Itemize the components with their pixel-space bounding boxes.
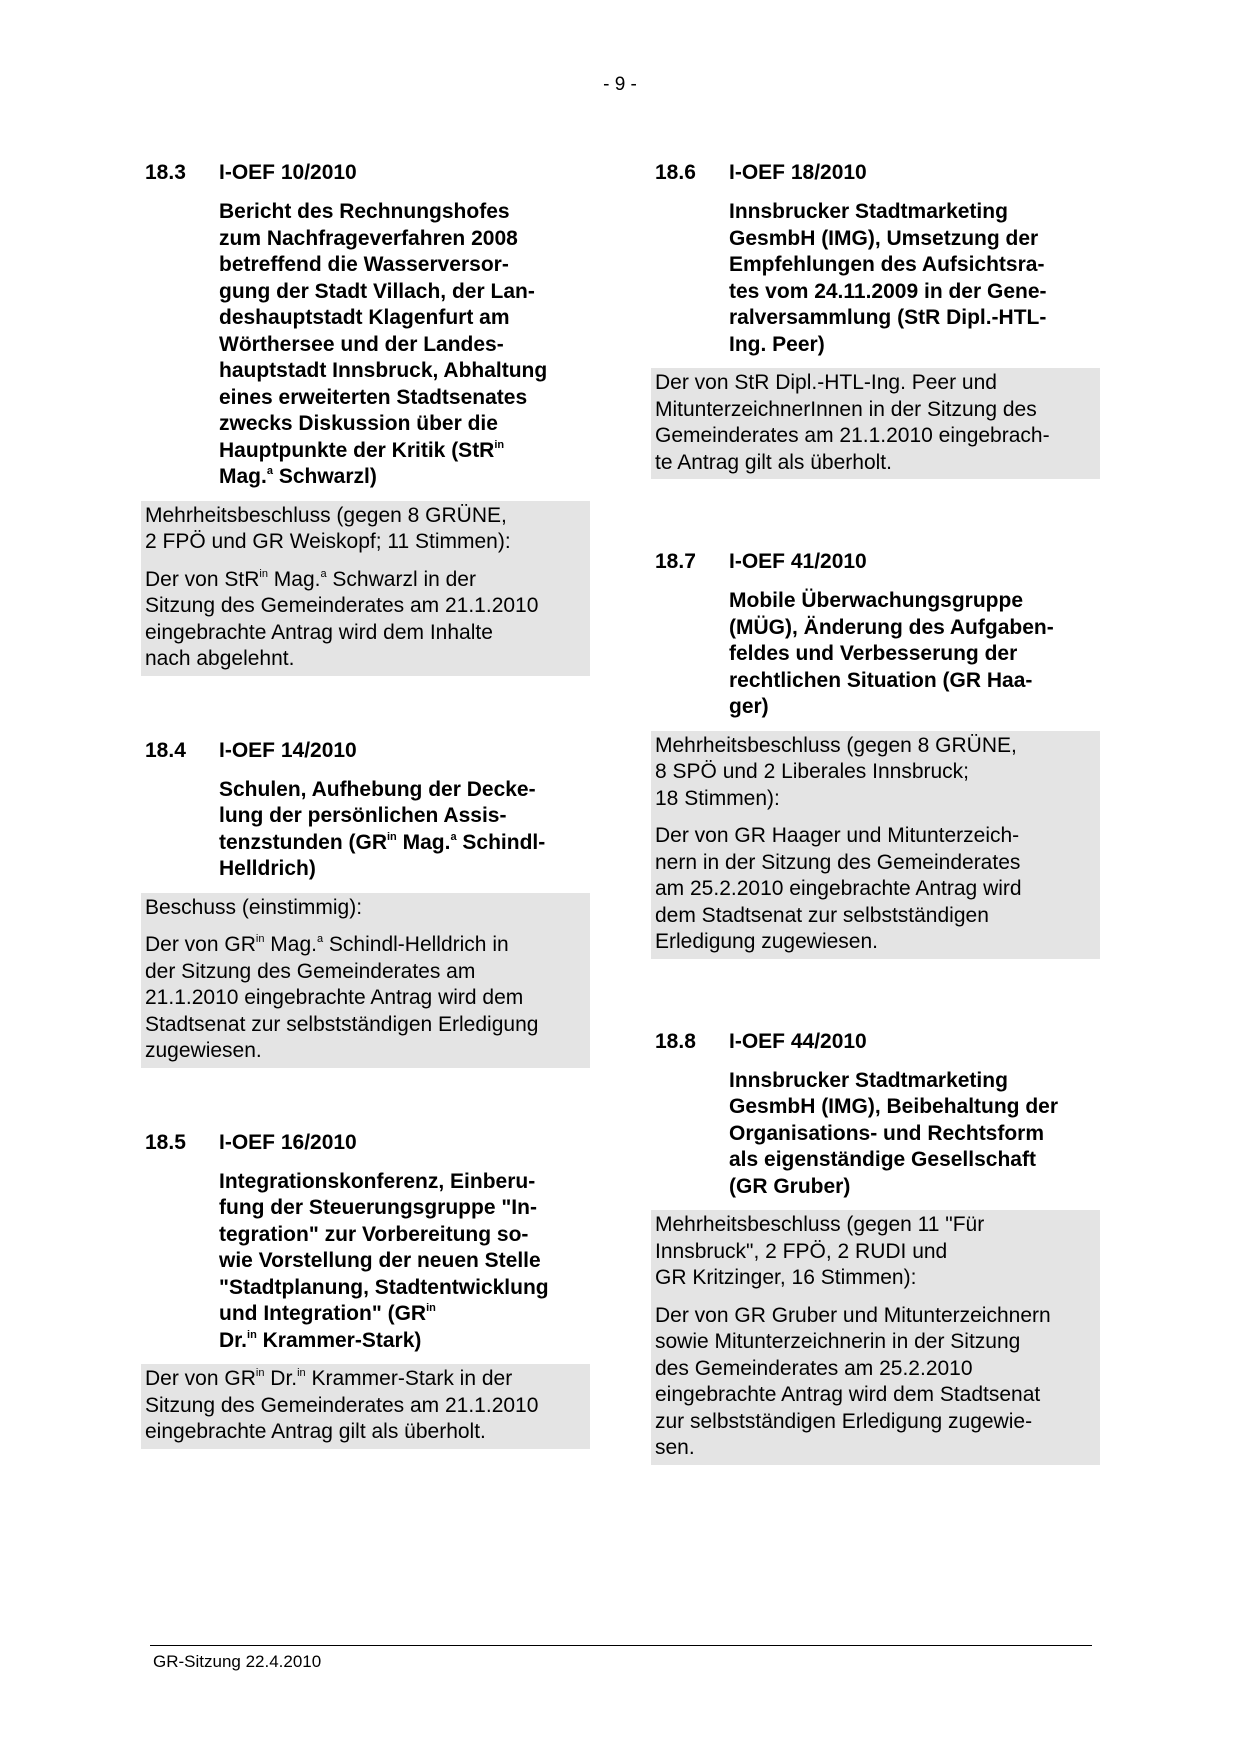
agenda-item-18-3 (145, 160, 590, 676)
resolution-text: Der von $GR^{in}$ Mag.$^a$ Schindl-Helldrich in der Sitzung des Gemeinderates am 21.1.2010 eingebrachte Antrag wird dem Stadtsenat zur selbstständigen Erledigung zugewiesen. (145, 933, 539, 1062)
resolution-box (141, 893, 590, 1068)
item-heading (145, 738, 590, 764)
item-title: Innsbrucker Stadtmarketing GesmbH (IMG), Umsetzung der Empfehlungen des Aufsichtsra- tes vom 24.11.2009 in der Gene- ralversammlung (StR Dipl.-HTL- Ing. Peer) (729, 200, 1047, 356)
resolution-box (141, 1364, 590, 1449)
resolution-box (651, 731, 1100, 959)
resolution-text: Der von StR$^{in}$ Mag.$^a$ Schwarzl in der Sitzung des Gemeinderates am 21.1.2010 eingebrachte Antrag wird dem Inhalte nach abgelehnt. (145, 567, 539, 670)
resolution-heading: Beschuss (einstimmig): (145, 895, 363, 919)
resolution-box (141, 501, 590, 676)
resolution-text: Der von $GR^{in}$ Dr.$^{in}$ Krammer-Stark in der Sitzung des Gemeinderates am 21.1.2010 eingebrachte Antrag gilt als überholt. (145, 1367, 539, 1443)
page-number: - 9 - (603, 74, 637, 95)
item-reference: I-OEF 18/2010 (729, 161, 867, 184)
agenda-item-18-5 (145, 1130, 590, 1449)
item-title: Schulen, Aufhebung der Decke- lung der persönlichen Assis- tenzstunden ($GR^{in}$ Mag.$^a$ Schindl- Helldrich) (219, 777, 546, 880)
right-column (655, 160, 1100, 1465)
item-heading (655, 549, 1100, 575)
resolution-box (651, 1210, 1100, 1465)
item-reference: I-OEF 41/2010 (729, 550, 867, 573)
item-heading (655, 160, 1100, 186)
item-reference: I-OEF 14/2010 (219, 738, 357, 762)
footer-divider (150, 1645, 1092, 1646)
item-number: 18.8 (655, 1029, 696, 1053)
item-number: 18.7 (655, 550, 696, 573)
resolution-heading: Mehrheitsbeschluss (gegen 8 GRÜNE, 2 FPÖ und GR Weiskopf; 11 Stimmen): (145, 503, 511, 553)
item-reference: I-OEF 16/2010 (219, 1130, 357, 1154)
agenda-item-18-4 (145, 738, 590, 1068)
item-title: Mobile Überwachungsgruppe (MÜG), Änderung des Aufgaben- feldes und Verbesserung der rechtlichen Situation (GR Haa- ger) (729, 589, 1054, 718)
item-reference: I-OEF 44/2010 (729, 1029, 867, 1053)
item-number: 18.5 (145, 1130, 186, 1154)
footer-text: GR-Sitzung 22.4.2010 (153, 1652, 322, 1671)
agenda-item-18-8 (655, 1029, 1100, 1465)
resolution-text: Der von GR Haager und Mitunterzeich- nern in der Sitzung des Gemeinderates am 25.2.2010 eingebrachte Antrag wird dem Stadtsenat zur selbstständigen Erledigung zugewiesen. (655, 824, 1022, 953)
agenda-item-18-6 (655, 160, 1100, 479)
resolution-box (651, 368, 1100, 479)
item-reference: I-OEF 10/2010 (219, 161, 357, 184)
item-title: Bericht des Rechnungshofes zum Nachfrageverfahren 2008 betreffend die Wasserversor- gung der Stadt Villach, der Lan- deshauptstadt Klagenfurt am Wörthersee und der Landes- hauptstadt Innsbruck, Abhaltung eines erweiterten Stadtsenates zwecks Diskussion über die Hauptpunkte der Kritik (StR$^{in}$ Mag.$^a$ Schwarzl) (219, 200, 548, 488)
resolution-text: Der von GR Gruber und Mitunterzeichnern sowie Mitunterzeichnerin in der Sitzung des Gemeinderates am 25.2.2010 eingebrachte Antrag wird dem Stadtsenat zur selbstständigen Erledigung zugewie- sen. (655, 1303, 1051, 1459)
item-heading (145, 160, 590, 186)
item-title: Innsbrucker Stadtmarketing GesmbH (IMG), Beibehaltung der Organisations- und Rechtsform als eigenständige Gesellschaft (GR Gruber) (729, 1068, 1059, 1198)
agenda-item-18-7 (655, 549, 1100, 959)
item-title: Integrationskonferenz, Einberu- fung der Steuerungsgruppe "In- tegration" zur Vorbereitung so- wie Vorstellung der neuen Stelle "Stadtplanung, Stadtentwicklung und Integration" ($GR^{in}$ Dr.$^{in}$ Krammer-Stark) (219, 1169, 549, 1352)
item-heading (655, 1029, 1100, 1055)
item-number: 18.3 (145, 161, 186, 184)
item-heading (145, 1130, 590, 1156)
resolution-heading: Mehrheitsbeschluss (gegen 8 GRÜNE, 8 SPÖ und 2 Liberales Innsbruck; 18 Stimmen): (655, 733, 1017, 810)
left-column (145, 160, 590, 1449)
resolution-heading: Mehrheitsbeschluss (gegen 11 "Für Innsbruck", 2 FPÖ, 2 RUDI und GR Kritzinger, 16 Stimmen): (655, 1213, 985, 1289)
resolution-text: Der von StR Dipl.-HTL-Ing. Peer und MitunterzeichnerInnen in der Sitzung des Gemeinderates am 21.1.2010 eingebrach- te Antrag gilt als überholt. (655, 371, 1050, 474)
item-number: 18.6 (655, 161, 696, 184)
item-number: 18.4 (145, 738, 186, 762)
